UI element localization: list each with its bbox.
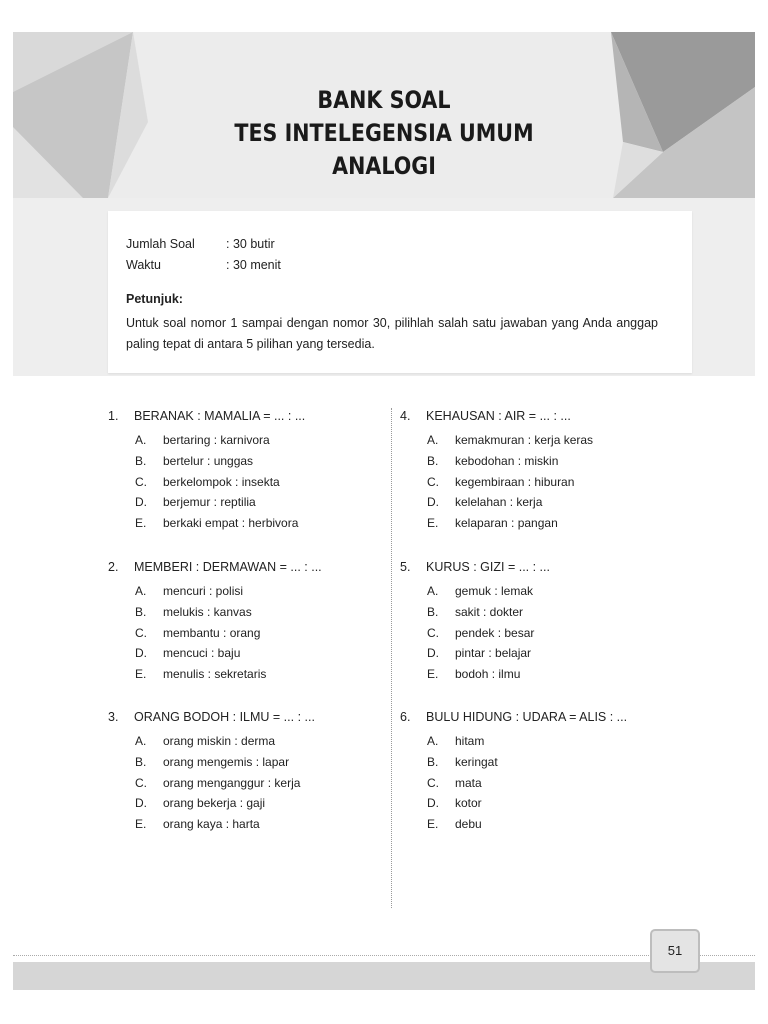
- answer-option: [135, 454, 253, 468]
- option-text: bertaring : karnivora: [163, 433, 270, 447]
- answer-option: [427, 776, 482, 790]
- option-letter: C.: [427, 474, 439, 489]
- option-text: membantu : orang: [163, 625, 261, 640]
- question-stem: BULU HIDUNG : UDARA = ALIS : ...: [426, 710, 628, 724]
- question-stem: KURUS : GIZI = ... : ...: [426, 560, 550, 574]
- option-letter: D.: [135, 646, 147, 661]
- option-letter: C.: [135, 625, 147, 640]
- answer-option: [427, 475, 574, 489]
- option-letter: A.: [427, 584, 439, 598]
- question-number: 3.: [108, 710, 119, 724]
- option-text: keringat: [455, 754, 498, 769]
- footer-divider: [13, 955, 755, 956]
- answer-option: [135, 755, 289, 769]
- answer-option: [135, 646, 240, 660]
- option-letter: B.: [427, 453, 439, 468]
- option-text: orang mengemis : lapar: [163, 754, 290, 769]
- answer-option: [135, 776, 300, 790]
- option-text: kotor: [455, 796, 482, 811]
- option-letter: C.: [427, 625, 439, 640]
- answer-option: [427, 454, 558, 468]
- option-text: gemuk : lemak: [455, 584, 534, 598]
- jumlah-soal-value: : 30 butir: [226, 237, 275, 251]
- waktu-label: Waktu: [126, 258, 161, 272]
- answer-option: [135, 667, 266, 681]
- title-line-2: TES INTELEGENSIA UMUM: [234, 119, 534, 147]
- answer-option: [427, 605, 523, 619]
- option-text: debu: [455, 817, 482, 832]
- answer-option: [135, 584, 243, 598]
- option-text: kebodohan : miskin: [455, 453, 559, 468]
- question-number: 1.: [108, 409, 119, 423]
- option-text: orang miskin : derma: [163, 734, 276, 748]
- option-text: menulis : sekretaris: [163, 667, 267, 682]
- answer-option: [427, 796, 482, 810]
- question-stem: BERANAK : MAMALIA = ... : ...: [134, 409, 306, 423]
- footer-band: [13, 962, 755, 990]
- option-letter: C.: [135, 775, 147, 790]
- option-text: kemakmuran : kerja keras: [455, 433, 594, 447]
- option-letter: A.: [427, 433, 439, 447]
- column-divider: [391, 408, 392, 908]
- waktu-value: : 30 menit: [226, 258, 281, 272]
- petunjuk-heading: Petunjuk:: [126, 292, 183, 306]
- title-line-1: BANK SOAL: [317, 86, 451, 114]
- answer-option: [427, 584, 533, 598]
- jumlah-soal-label: Jumlah Soal: [126, 237, 195, 251]
- option-letter: E.: [427, 667, 439, 682]
- answer-option: [135, 605, 252, 619]
- question-stem: KEHAUSAN : AIR = ... : ...: [426, 409, 571, 423]
- option-letter: C.: [135, 474, 147, 489]
- title-line-3: ANALOGI: [332, 152, 436, 180]
- answer-option: [427, 646, 531, 660]
- option-letter: B.: [427, 754, 439, 769]
- option-text: orang kaya : harta: [163, 817, 260, 832]
- option-letter: B.: [427, 604, 439, 619]
- question-number: 2.: [108, 560, 119, 574]
- option-text: berkelompok : insekta: [163, 474, 280, 489]
- option-text: berjemur : reptilia: [163, 495, 256, 510]
- option-letter: A.: [135, 433, 147, 447]
- question-number: 6.: [400, 710, 411, 724]
- option-text: mata: [455, 775, 482, 790]
- answer-option: [135, 516, 298, 530]
- option-text: kegembiraan : hiburan: [455, 474, 575, 489]
- answer-option: [427, 755, 498, 769]
- option-text: pintar : belajar: [455, 646, 532, 661]
- answer-option: [427, 734, 484, 748]
- answer-option: [135, 817, 260, 831]
- option-text: berkaki empat : herbivora: [163, 516, 299, 531]
- option-text: bertelur : unggas: [163, 453, 254, 468]
- option-text: kelelahan : kerja: [455, 495, 543, 510]
- page-title: [13, 84, 755, 183]
- option-letter: D.: [135, 495, 147, 510]
- jumlah-soal-row: [126, 237, 275, 251]
- option-letter: E.: [135, 667, 147, 682]
- option-letter: A.: [135, 584, 147, 598]
- question-stem: ORANG BODOH : ILMU = ... : ...: [134, 710, 315, 724]
- option-letter: E.: [427, 516, 439, 531]
- option-text: melukis : kanvas: [163, 604, 252, 619]
- option-letter: A.: [427, 734, 439, 748]
- answer-option: [135, 796, 265, 810]
- answer-option: [427, 516, 558, 530]
- question-stem: MEMBERI : DERMAWAN = ... : ...: [134, 560, 322, 574]
- option-letter: D.: [427, 646, 439, 661]
- option-text: sakit : dokter: [455, 604, 524, 619]
- answer-option: [427, 626, 534, 640]
- answer-option: [135, 495, 256, 509]
- option-text: orang menganggur : kerja: [163, 775, 301, 790]
- option-letter: D.: [135, 796, 147, 811]
- option-letter: E.: [427, 817, 439, 832]
- question-number: 5.: [400, 560, 411, 574]
- option-letter: E.: [135, 817, 147, 832]
- answer-option: [135, 734, 275, 748]
- header-banner: [13, 32, 755, 198]
- answer-option: [135, 626, 260, 640]
- answer-option: [135, 475, 280, 489]
- option-letter: B.: [135, 453, 147, 468]
- waktu-row: [126, 258, 281, 272]
- answer-option: [427, 667, 520, 681]
- option-text: kelaparan : pangan: [455, 516, 558, 531]
- answer-option: [427, 817, 482, 831]
- option-letter: A.: [135, 734, 147, 748]
- option-text: pendek : besar: [455, 625, 535, 640]
- petunjuk-text: Untuk soal nomor 1 sampai dengan nomor 30, pilihlah salah satu jawaban yang Anda anggap paling tepat di antara 5 pilihan yang tersedia.: [126, 316, 658, 351]
- option-letter: D.: [427, 495, 439, 510]
- option-letter: D.: [427, 796, 439, 811]
- info-band: [13, 198, 755, 376]
- question-number: 4.: [400, 409, 411, 423]
- instructions-box: [108, 211, 692, 373]
- answer-option: [135, 433, 270, 447]
- answer-option: [427, 433, 593, 447]
- option-letter: E.: [135, 516, 147, 531]
- option-letter: B.: [135, 604, 147, 619]
- option-text: mencuci : baju: [163, 646, 241, 661]
- page-number: 51: [650, 929, 700, 973]
- option-letter: C.: [427, 775, 439, 790]
- option-letter: B.: [135, 754, 147, 769]
- option-text: orang bekerja : gaji: [163, 796, 266, 811]
- option-text: mencuri : polisi: [163, 584, 244, 598]
- answer-option: [427, 495, 542, 509]
- option-text: hitam: [455, 734, 485, 748]
- option-text: bodoh : ilmu: [455, 667, 521, 682]
